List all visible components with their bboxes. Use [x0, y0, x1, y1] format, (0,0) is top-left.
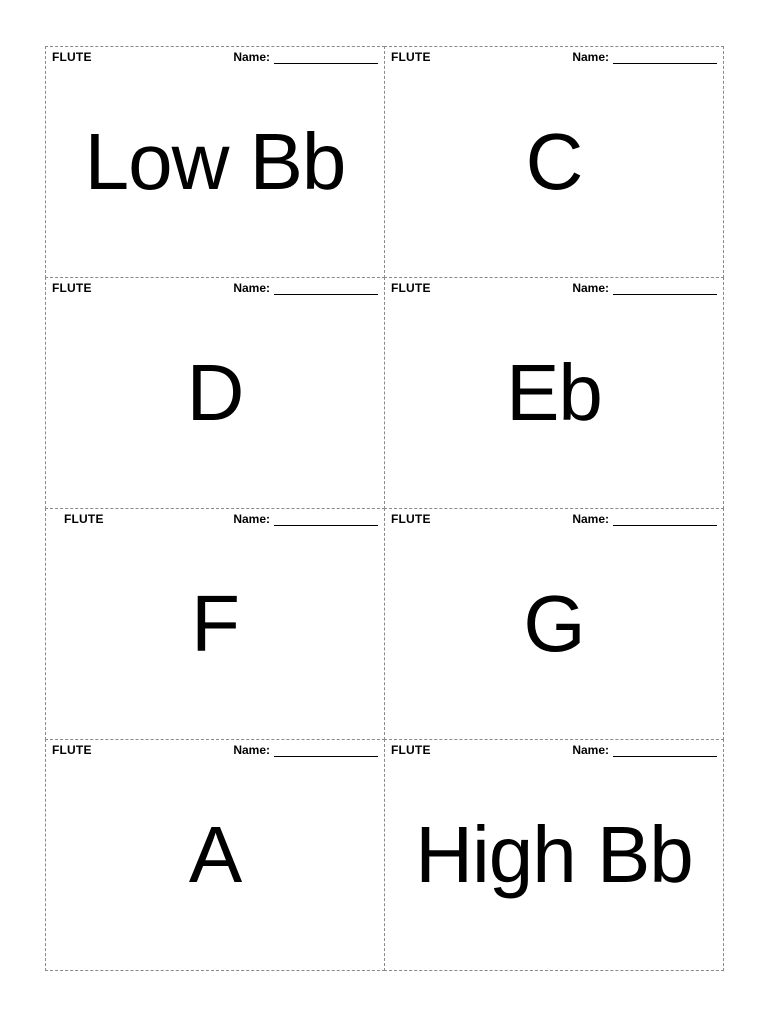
instrument-label: FLUTE	[391, 50, 431, 64]
note-text: A	[188, 810, 242, 899]
name-blank-line	[274, 51, 378, 64]
name-label: Name:	[233, 512, 270, 526]
note-card-d	[45, 277, 385, 509]
note-text: G	[523, 579, 585, 668]
name-label: Name:	[572, 281, 609, 295]
name-label: Name:	[572, 743, 609, 757]
note-text: F	[191, 579, 239, 668]
instrument-label: FLUTE	[52, 50, 92, 64]
name-field	[233, 743, 378, 757]
name-blank-line	[613, 513, 717, 526]
name-blank-line	[613, 51, 717, 64]
note-text: C	[525, 117, 583, 206]
name-label: Name:	[572, 50, 609, 64]
name-label: Name:	[233, 743, 270, 757]
note-card-eb	[384, 277, 724, 509]
note-card-f	[45, 508, 385, 740]
name-label: Name:	[233, 281, 270, 295]
note-text: Eb	[506, 348, 602, 437]
name-blank-line	[274, 282, 378, 295]
name-field	[572, 50, 717, 64]
instrument-label: FLUTE	[64, 512, 104, 526]
instrument-label: FLUTE	[391, 743, 431, 757]
instrument-label: FLUTE	[391, 512, 431, 526]
note-card-g	[384, 508, 724, 740]
name-field	[233, 281, 378, 295]
name-field	[233, 512, 378, 526]
flashcard-sheet	[45, 46, 723, 970]
note-text: Low Bb	[84, 117, 346, 206]
instrument-label: FLUTE	[52, 743, 92, 757]
instrument-label: FLUTE	[391, 281, 431, 295]
name-blank-line	[613, 744, 717, 757]
note-card-c	[384, 46, 724, 278]
name-blank-line	[274, 744, 378, 757]
note-card-high-bb	[384, 739, 724, 971]
name-blank-line	[613, 282, 717, 295]
name-field	[572, 743, 717, 757]
instrument-label: FLUTE	[52, 281, 92, 295]
name-label: Name:	[233, 50, 270, 64]
note-card-low-bb	[45, 46, 385, 278]
note-card-a	[45, 739, 385, 971]
note-text: High Bb	[415, 810, 693, 899]
name-field	[572, 281, 717, 295]
name-label: Name:	[572, 512, 609, 526]
note-text: D	[186, 348, 244, 437]
name-field	[572, 512, 717, 526]
name-blank-line	[274, 513, 378, 526]
name-field	[233, 50, 378, 64]
